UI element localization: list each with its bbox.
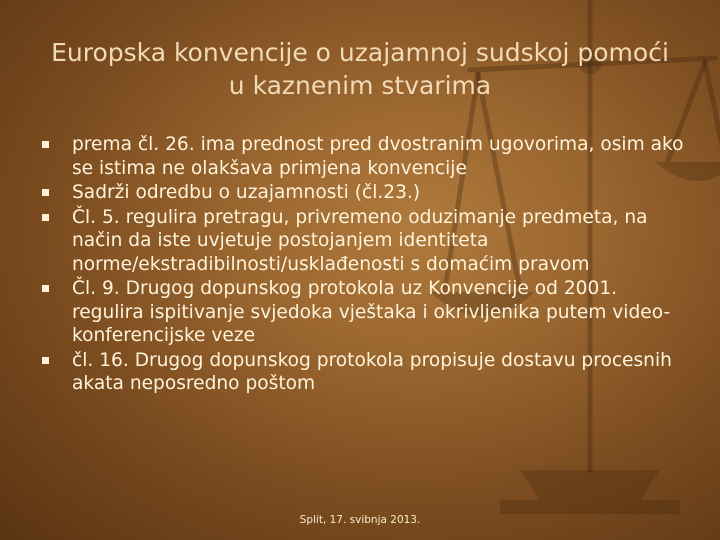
bullet-list <box>42 133 692 397</box>
slide-title-line-1: Europska konvencije o uzajamnoj sudskoj pomoći <box>51 38 669 67</box>
slide-title <box>40 36 680 102</box>
square-bullet-icon <box>42 285 49 292</box>
bullet-text: Čl. 5. regulira pretragu, privremeno oduzimanje predmeta, na način da iste uvjetuje postojanjem identiteta norme/ekstradibilnosti/usklađenosti s domaćim pravom <box>72 206 648 275</box>
bullet-text: Sadrži odredbu o uzajamnosti (čl.23.) <box>72 182 421 203</box>
slide-title-line-2: u kaznenim stvarima <box>228 71 492 100</box>
bullet-text: čl. 16. Drugog dopunskog protokola propisuje dostavu procesnih akata neposredno poštom <box>72 349 672 394</box>
bullet-item <box>42 206 692 277</box>
square-bullet-icon <box>42 141 49 148</box>
bullet-text: Čl. 9. Drugog dopunskog protokola uz Konvencije od 2001. regulira ispitivanje svjedoka vještaka i okrivljenika putem video-konferencijske veze <box>72 278 671 346</box>
bullet-text: prema čl. 26. ima prednost pred dvostranim ugovorima, osim ako se istima ne olakšava primjena konvencije <box>72 134 684 179</box>
square-bullet-icon <box>42 189 49 196</box>
bullet-item <box>42 349 692 396</box>
bullet-item <box>42 277 692 348</box>
bullet-item <box>42 133 692 180</box>
square-bullet-icon <box>42 357 49 364</box>
slide-footer: Split, 17. svibnja 2013. <box>299 514 421 526</box>
square-bullet-icon <box>42 214 49 221</box>
bullet-item <box>42 181 692 205</box>
